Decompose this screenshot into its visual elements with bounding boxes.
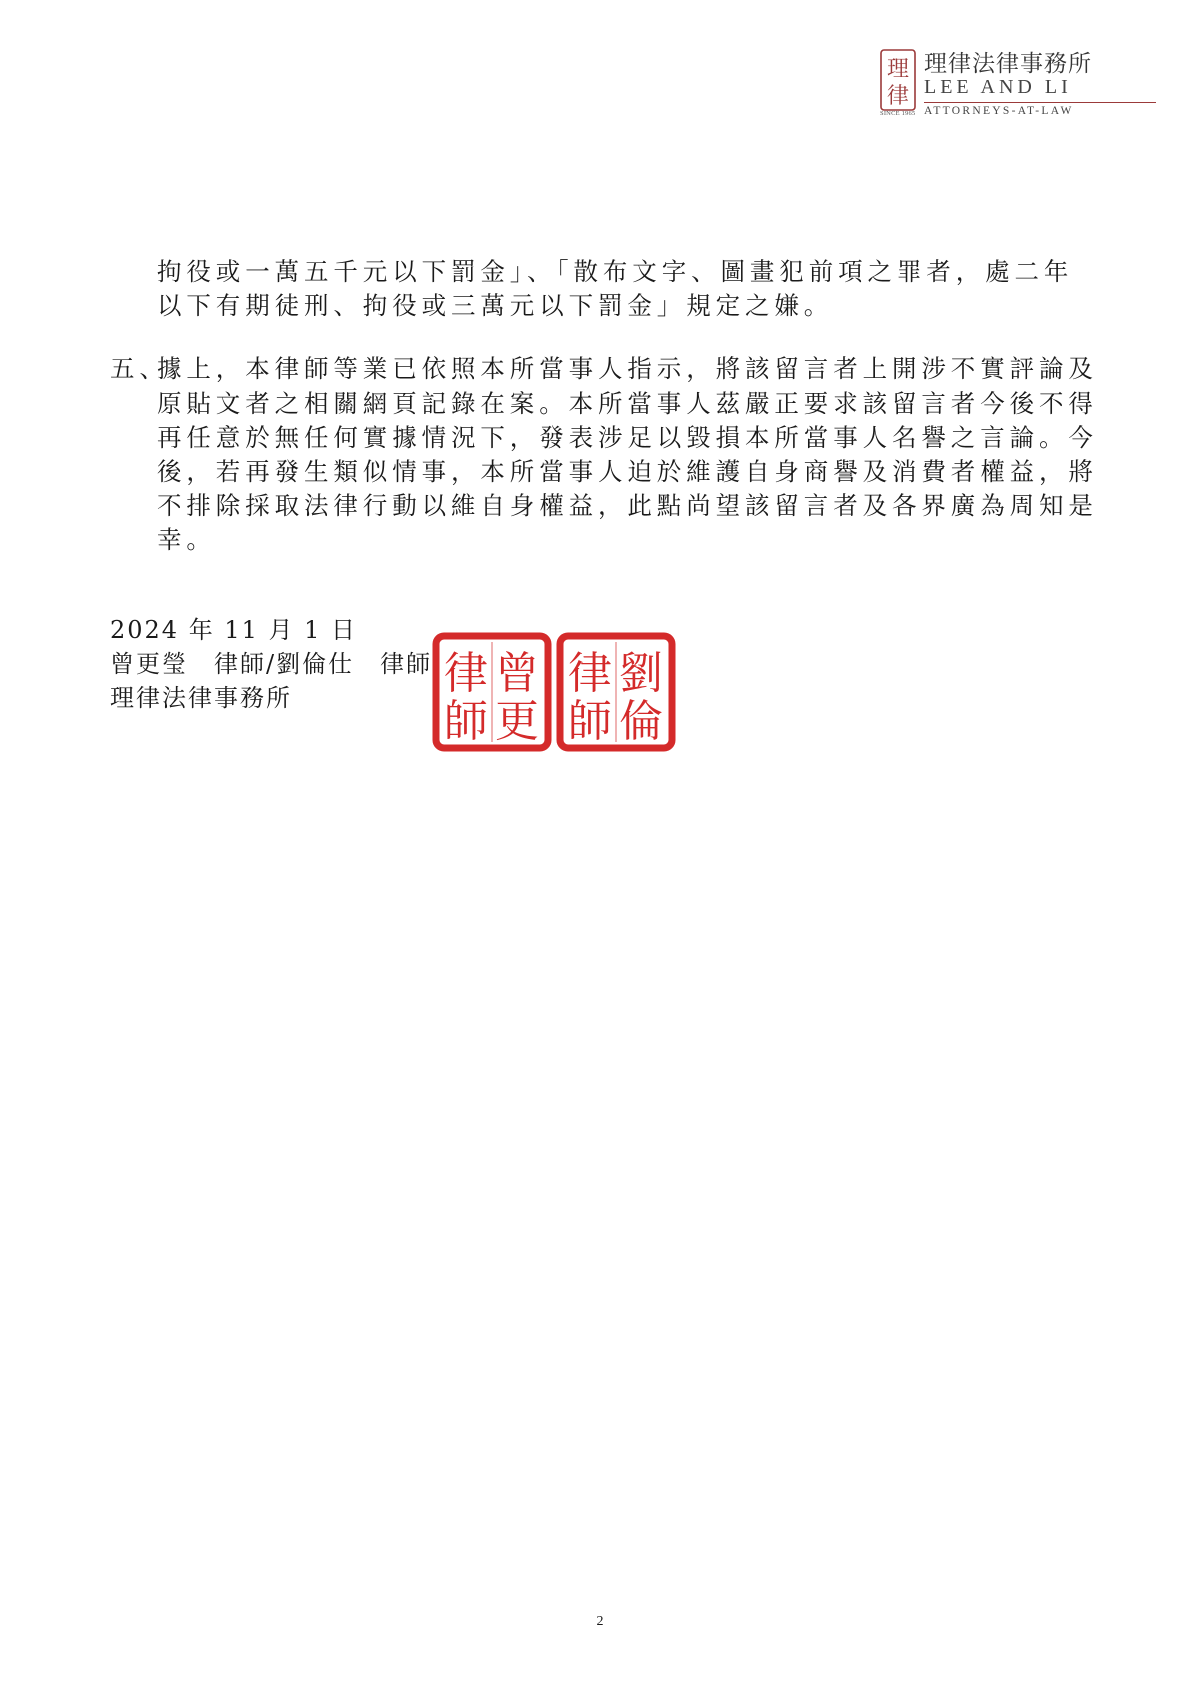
body-line: 不排除採取法律行動以維自身權益，此點尚望該留言者及各界廣為周知是 <box>157 491 1098 520</box>
svg-text:律: 律 <box>886 84 910 109</box>
signature-date: 2024 年 11 月 1 日 <box>110 616 358 644</box>
svg-text:更: 更 <box>495 696 539 747</box>
letterhead <box>880 45 1180 125</box>
svg-text:律: 律 <box>444 648 488 699</box>
svg-text:理: 理 <box>886 57 910 82</box>
attorney-seal-liu <box>556 632 676 752</box>
signature-firm: 理律法律事務所 <box>110 684 292 712</box>
body-line: 拘役或一萬五千元以下罰金」、「散布文字、圖畫犯前項之罪者，處二年 <box>157 257 1074 286</box>
attorney-seal-tseng <box>432 632 552 752</box>
svg-text:倫: 倫 <box>619 696 663 747</box>
body-line: 原貼文者之相關網頁記錄在案。本所當事人茲嚴正要求該留言者今後不得 <box>157 389 1098 418</box>
body-line: 以下有期徒刑、拘役或三萬元以下罰金」規定之嫌。 <box>157 291 834 320</box>
firm-name-chinese: 理律法律事務所 <box>924 51 1092 77</box>
svg-text:曾: 曾 <box>495 648 539 699</box>
since-label: SINCE 1965 <box>880 110 916 117</box>
body-line: 據上，本律師等業已依照本所當事人指示，將該留言者上開涉不實評論及 <box>157 354 1098 383</box>
signature-attorneys: 曾更瑩 律師/劉倫仕 律師 <box>110 650 433 678</box>
firm-name-english: LEE AND LI <box>924 76 1072 98</box>
body-line: 再任意於無任何實據情況下，發表涉足以毀損本所當事人名譽之言論。今 <box>157 423 1098 452</box>
page-number: 2 <box>596 1614 604 1629</box>
letterhead-rule <box>924 102 1156 103</box>
body-line: 後，若再發生類似情事，本所當事人迫於維護自身商譽及消費者權益，將 <box>157 457 1098 486</box>
svg-text:律: 律 <box>568 648 612 699</box>
svg-text:劉: 劉 <box>619 648 663 699</box>
svg-text:師: 師 <box>444 696 488 747</box>
firm-logo-seal <box>880 49 916 111</box>
section-label: 五、 <box>110 354 169 383</box>
firm-subtitle: ATTORNEYS-AT-LAW <box>924 105 1074 117</box>
svg-text:師: 師 <box>568 696 612 747</box>
body-line: 幸。 <box>157 525 216 554</box>
